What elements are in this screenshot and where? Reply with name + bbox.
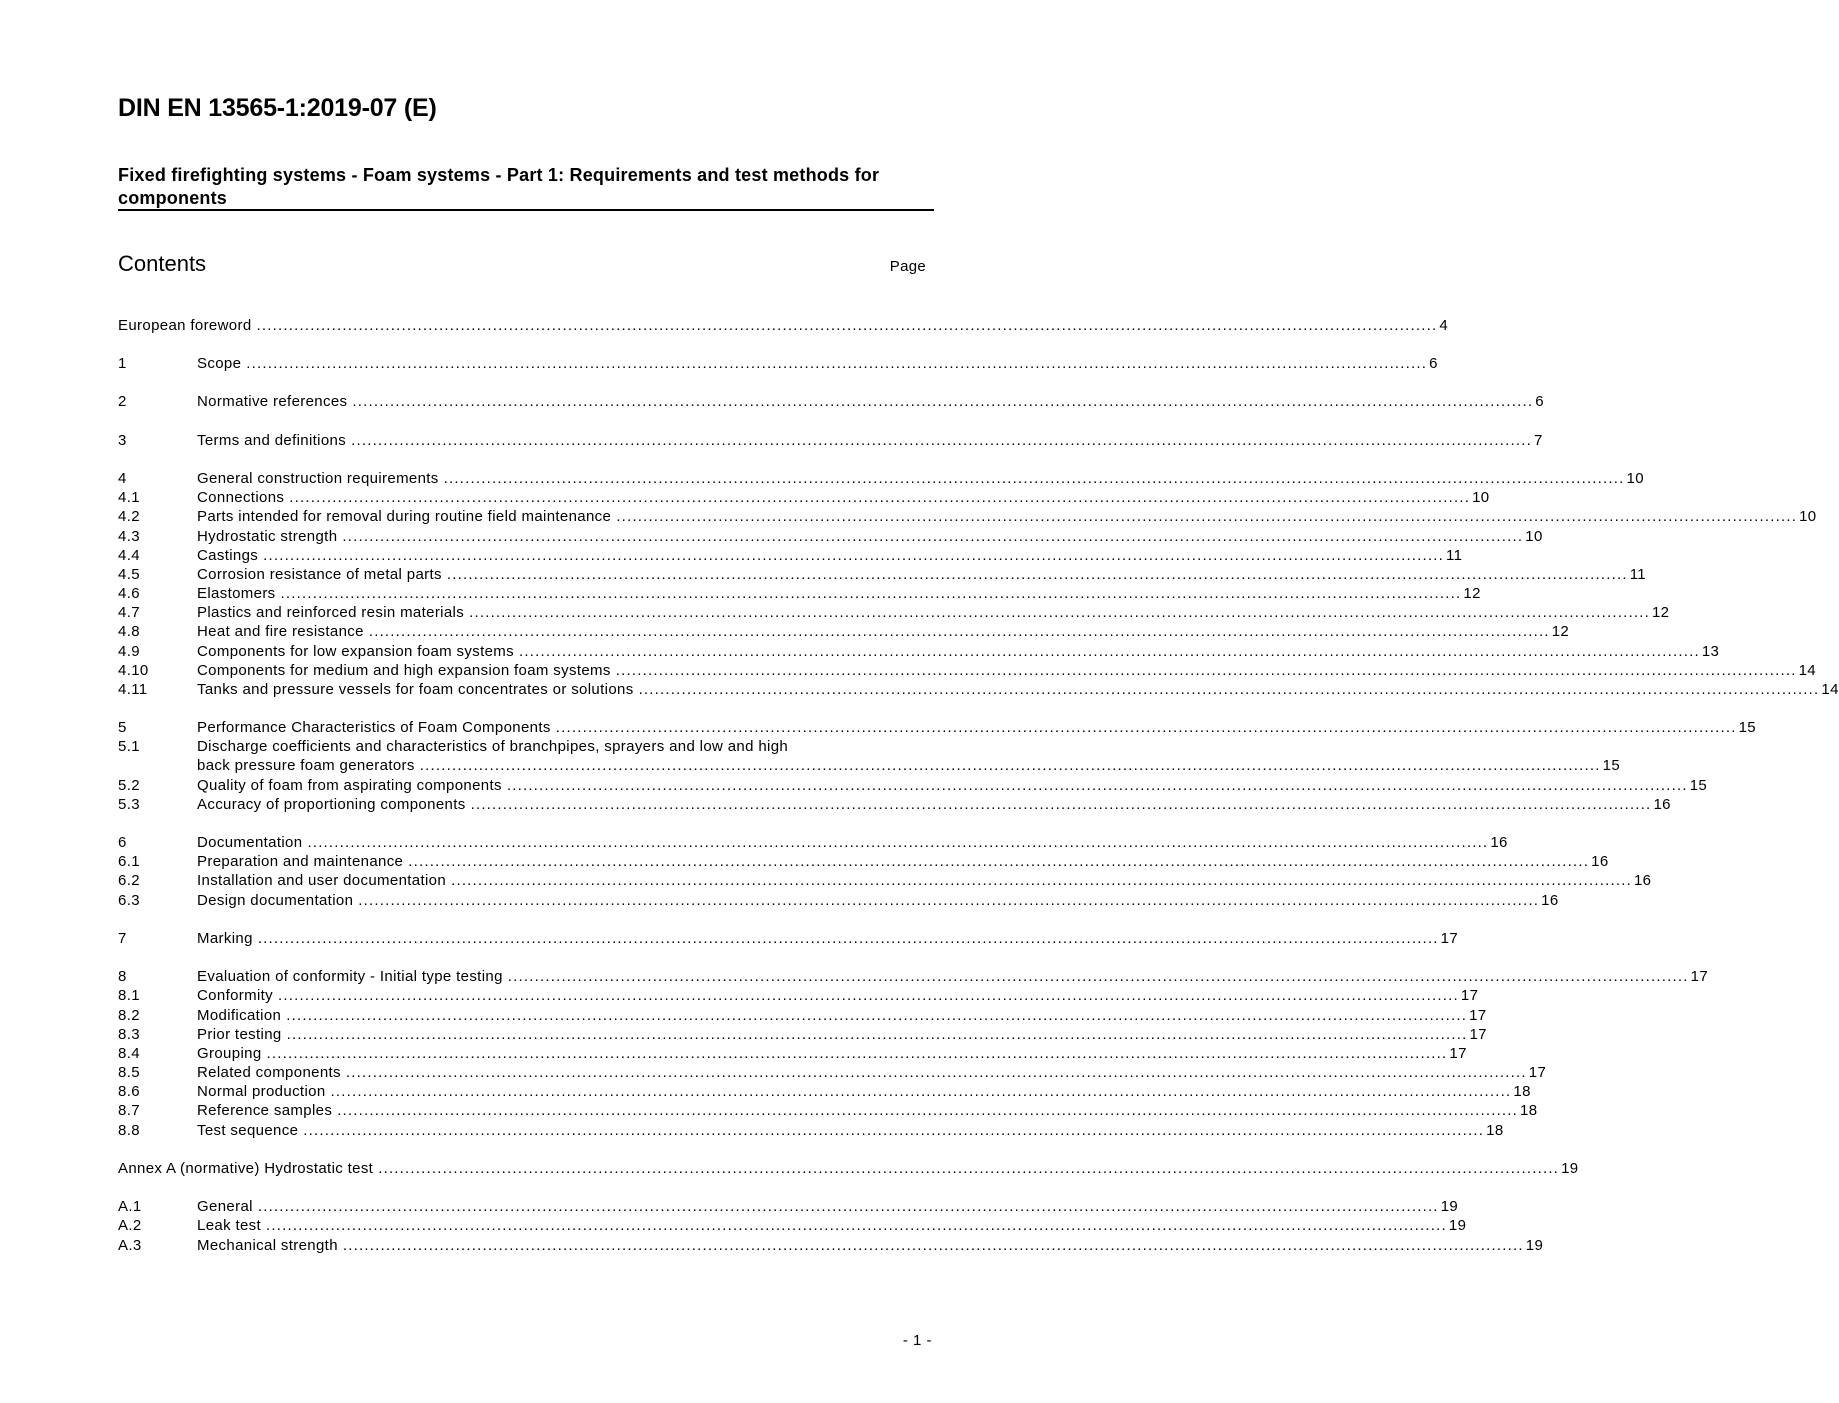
toc-entry[interactable] (118, 871, 1652, 890)
toc-entry-title: Preparation and maintenance (197, 853, 404, 870)
toc-leader-dots: ............................................................................................................................................................................................................................ (289, 489, 1471, 506)
toc-entry[interactable] (118, 565, 1646, 584)
toc-entry[interactable] (118, 967, 1709, 986)
toc-entry-page: 17 (1449, 1045, 1467, 1062)
toc-leader-dots: ............................................................................................................................................................................................................................ (358, 892, 1540, 909)
toc-entry-number: 6.3 (118, 892, 140, 909)
toc-entry[interactable] (118, 622, 1570, 641)
toc-leader-dots: ............................................................................................................................................................................................................................ (342, 1237, 1524, 1254)
toc-leader-dots: ............................................................................................................................................................................................................................ (615, 662, 1797, 679)
toc-entry-number: 8.2 (118, 1007, 140, 1024)
toc-leader-dots: ............................................................................................................................................................................................................................ (408, 853, 1590, 870)
toc-entry-number: 8 (118, 968, 127, 985)
toc-entry-page: 16 (1633, 872, 1652, 889)
toc-entry-number: A.2 (118, 1217, 142, 1234)
toc-entry-page: 16 (1541, 892, 1559, 909)
toc-entry[interactable] (118, 718, 1756, 737)
toc-entry-number: 8.4 (118, 1045, 140, 1062)
toc-entry-title: Components for medium and high expansion foam systems (197, 662, 611, 679)
toc-entry[interactable] (118, 661, 1816, 680)
toc-entry-title: Grouping (197, 1045, 262, 1062)
toc-leader-dots: ............................................................................................................................................................................................................................ (368, 623, 1550, 640)
toc-leader-dots: ............................................................................................................................................................................................................................ (451, 872, 1632, 889)
page-number: - 1 - (902, 1332, 932, 1349)
toc-leader-dots: ............................................................................................................................................................................................................................ (337, 1102, 1519, 1119)
toc-entry-page: 18 (1486, 1122, 1504, 1139)
toc-entry-title: Prior testing (197, 1026, 282, 1043)
toc-entry-number: 2 (118, 393, 127, 410)
toc-leader-dots: ............................................................................................................................................................................................................................ (469, 604, 1650, 621)
toc-leader-dots: ............................................................................................................................................................................................................................ (303, 1122, 1485, 1139)
toc-entry[interactable] (118, 584, 1481, 603)
toc-entry[interactable] (118, 1044, 1467, 1063)
toc-entry-page: 11 (1629, 566, 1646, 583)
toc-entry-title: Leak test (197, 1217, 262, 1234)
toc-entry-page: 7 (1533, 432, 1543, 449)
toc-entry[interactable] (118, 1121, 1504, 1140)
toc-leader-dots: ............................................................................................................................................................................................................................ (443, 470, 1625, 487)
toc-entry[interactable] (118, 527, 1543, 546)
toc-entry-title: Parts intended for removal during routine field maintenance (197, 508, 612, 525)
toc-entry[interactable] (118, 488, 1490, 507)
toc-entry-number: 4.6 (118, 585, 140, 602)
toc-entry-page: 18 (1513, 1083, 1531, 1100)
toc-entry[interactable] (118, 1197, 1459, 1216)
toc-leader-dots: ............................................................................................................................................................................................................................ (470, 796, 1652, 813)
toc-entry-number: 4.4 (118, 547, 140, 564)
toc-entry-number: 4.10 (118, 662, 149, 679)
toc-entry-number: 4.1 (118, 489, 140, 506)
toc-entry-page: 19 (1561, 1160, 1579, 1177)
toc-leader-dots: ............................................................................................................................................................................................................................ (352, 393, 1534, 410)
toc-entry-title: Test sequence (197, 1122, 299, 1139)
toc-entry-title: Normal production (197, 1083, 326, 1100)
toc-entry-page: 19 (1440, 1198, 1459, 1215)
toc-entry-number: 4.7 (118, 604, 140, 621)
toc-entry-number: 7 (118, 930, 127, 947)
toc-entry-page: 18 (1520, 1102, 1538, 1119)
toc-entry-number: A.3 (118, 1237, 142, 1254)
contents-heading: Contents (118, 251, 207, 276)
toc-entry-number: 5.1 (118, 738, 140, 755)
toc-entry-title: Documentation (197, 834, 303, 851)
toc-leader-dots: ............................................................................................................................................................................................................................ (307, 834, 1489, 851)
toc-leader-dots: ............................................................................................................................................................................................................................ (378, 1160, 1560, 1177)
toc-entry[interactable] (118, 546, 1463, 565)
toc-entry-number: 4.9 (118, 643, 140, 660)
toc-entry-number: 8.3 (118, 1026, 140, 1043)
toc-entry[interactable] (118, 1006, 1487, 1025)
toc-entry-title: Quality of foam from aspirating components (197, 777, 502, 794)
toc-entry-number: 6.1 (118, 853, 140, 870)
toc-leader-dots: ............................................................................................................................................................................................................................ (256, 317, 1438, 334)
toc-entry[interactable] (118, 1236, 1544, 1255)
toc-entry-title: Normative references (197, 393, 348, 410)
toc-entry[interactable] (118, 795, 1671, 814)
toc-entry-number: 8.5 (118, 1064, 140, 1081)
toc-leader-dots: ............................................................................................................................................................................................................................ (419, 757, 1601, 774)
toc-leader-dots: ............................................................................................................................................................................................................................ (507, 968, 1689, 985)
toc-entry-title: Installation and user documentation (197, 872, 447, 889)
toc-entry[interactable] (118, 507, 1817, 526)
toc-entry-page: 6 (1535, 393, 1544, 410)
toc-entry[interactable] (118, 1216, 1467, 1235)
toc-entry-page: 6 (1429, 355, 1438, 372)
toc-entry-title: Tanks and pressure vessels for foam concentrates or solutions (197, 681, 634, 698)
toc-leader-dots: ............................................................................................................................................................................................................................ (342, 528, 1524, 545)
toc-entry-number: 6.2 (118, 872, 140, 889)
toc-entry[interactable] (118, 354, 1438, 373)
toc-entry-number: 6 (118, 834, 127, 851)
toc-entry[interactable] (118, 642, 1720, 661)
toc-entry-page: 16 (1653, 796, 1671, 813)
toc-entry[interactable] (118, 1025, 1487, 1044)
toc-entry[interactable] (118, 737, 921, 756)
toc-entry-title: Heat and fire resistance (197, 623, 364, 640)
toc-entry-title: Reference samples (197, 1102, 333, 1119)
toc-entry-title: General construction requirements (197, 470, 439, 487)
toc-entry[interactable] (118, 929, 1459, 948)
toc-leader-dots: ............................................................................................................................................................................................................................ (278, 987, 1459, 1004)
toc-entry-number: 5 (118, 719, 127, 736)
toc-entry-page: 11 (1446, 547, 1463, 564)
toc-entry-page: 17 (1469, 1007, 1487, 1024)
document-subtitle: Fixed firefighting systems - Foam systems - Part 1: Requirements and test methods for components (118, 165, 880, 208)
toc-entry-number: A.1 (118, 1198, 142, 1215)
toc-entry-page: 10 (1799, 508, 1817, 525)
toc-entry-title: Connections (197, 489, 285, 506)
toc-entry-page: 15 (1738, 719, 1756, 736)
toc-entry[interactable] (118, 603, 1670, 622)
toc-entry[interactable] (118, 986, 1479, 1005)
toc-entry-title: Elastomers (197, 585, 276, 602)
toc-entry[interactable] (118, 852, 1609, 871)
toc-entry-page: 12 (1651, 604, 1670, 621)
toc-entry-title: Terms and definitions (197, 432, 347, 449)
toc-entry-title: Mechanical strength (197, 1237, 338, 1254)
toc-entry-page: 15 (1689, 777, 1708, 794)
toc-entry-number: 5.2 (118, 777, 140, 794)
toc-entry-title: Annex A (normative) Hydrostatic test (118, 1160, 374, 1177)
toc-entry-page: 15 (1602, 757, 1621, 774)
toc-entry-title: Design documentation (197, 892, 354, 909)
toc-entry-title: Hydrostatic strength (197, 528, 338, 545)
toc-leader-dots: ............................................................................................................................................................................................................................ (263, 547, 1445, 564)
toc-entry-page: 12 (1551, 623, 1570, 640)
toc-entry-page: 4 (1439, 317, 1449, 334)
page-column-heading: Page (889, 258, 926, 275)
toc-entry-title: General (197, 1198, 253, 1215)
toc-leader-dots: ............................................................................................................................................................................................................................ (506, 777, 1688, 794)
toc-entry-title: Marking (197, 930, 253, 947)
toc-entry-title: Scope (197, 355, 242, 372)
toc-entry-page: 10 (1626, 470, 1644, 487)
toc-entry-title: Evaluation of conformity - Initial type testing (197, 968, 503, 985)
toc-entry-page: 10 (1525, 528, 1543, 545)
toc-entry[interactable] (118, 392, 1544, 411)
toc-entry-page: 17 (1528, 1064, 1547, 1081)
toc-entry-title-continuation: back pressure foam generators (197, 757, 415, 774)
toc-leader-dots: ............................................................................................................................................................................................................................ (616, 508, 1798, 525)
toc-entry-page: 13 (1701, 643, 1720, 660)
toc-entry-title: Plastics and reinforced resin materials (197, 604, 465, 621)
toc-entry-title: Discharge coefficients and characteristics of branchpipes, sprayers and low and high (197, 738, 789, 755)
toc-entry-title: Performance Characteristics of Foam Components (197, 719, 551, 736)
toc-entry[interactable] (118, 1063, 1547, 1082)
toc-entry[interactable] (118, 316, 1449, 335)
toc-leader-dots: ............................................................................................................................................................................................................................ (257, 1198, 1439, 1215)
toc-leader-dots: ............................................................................................................................................................................................................................ (351, 432, 1532, 449)
toc-entry-page: 14 (1821, 681, 1839, 698)
toc-leader-dots: ............................................................................................................................................................................................................................ (638, 681, 1820, 698)
toc-entry[interactable] (118, 833, 1508, 852)
toc-entry-title: Components for low expansion foam systems (197, 643, 514, 660)
toc-leader-dots: ............................................................................................................................................................................................................................ (555, 719, 1737, 736)
toc-entry-page: 12 (1463, 585, 1481, 602)
toc-entry-number: 4.11 (118, 681, 148, 698)
toc-entry[interactable] (118, 776, 1708, 795)
toc-entry-title: Corrosion resistance of metal parts (197, 566, 442, 583)
toc-entry-number: 3 (118, 432, 127, 449)
toc-entry-number: 4.8 (118, 623, 140, 640)
toc-entry-page: 14 (1798, 662, 1816, 679)
toc-entry-page: 17 (1440, 930, 1459, 947)
toc-leader-dots: ............................................................................................................................................................................................................................ (266, 1045, 1448, 1062)
toc-entry-page: 19 (1448, 1217, 1467, 1234)
toc-entry-page: 17 (1460, 987, 1479, 1004)
toc-leader-dots: ............................................................................................................................................................................................................................ (345, 1064, 1527, 1081)
toc-entry-number: 5.3 (118, 796, 140, 813)
toc-entry-number: 8.7 (118, 1102, 140, 1119)
toc-entry-title: Accuracy of proportioning components (197, 796, 466, 813)
toc-leader-dots: ............................................................................................................................................................................................................................ (446, 566, 1628, 583)
toc-entry-title: Conformity (197, 987, 274, 1004)
toc-entry[interactable] (118, 680, 1839, 699)
toc-leader-dots: ............................................................................................................................................................................................................................ (519, 643, 1700, 660)
toc-leader-dots: ............................................................................................................................................................................................................................ (266, 1217, 1447, 1234)
toc-entry-title: European foreword (118, 317, 252, 334)
toc-entry-number: 8.6 (118, 1083, 140, 1100)
toc-entry-number: 1 (118, 355, 127, 372)
toc-leader-dots: ............................................................................................................................................................................................................................ (286, 1026, 1468, 1043)
toc-entry-number: 4.5 (118, 566, 140, 583)
toc-entry-page: 16 (1591, 853, 1609, 870)
toc-entry-title: Modification (197, 1007, 282, 1024)
toc-entry[interactable] (118, 431, 1543, 450)
toc-entry-number: 4.2 (118, 508, 140, 525)
toc-entry-page: 17 (1469, 1026, 1487, 1043)
toc-entry[interactable] (118, 891, 1559, 910)
toc-entry-title: Castings (197, 547, 259, 564)
toc-entry-page: 19 (1525, 1237, 1544, 1254)
toc-leader-dots: ............................................................................................................................................................................................................................ (257, 930, 1439, 947)
toc-entry[interactable] (118, 469, 1644, 488)
toc-entry[interactable] (118, 1159, 1579, 1178)
toc-entry-title: Related components (197, 1064, 341, 1081)
toc-entry-number: 4.3 (118, 528, 140, 545)
toc-entry-continuation[interactable] (118, 756, 1621, 775)
toc-leader-dots: ............................................................................................................................................................................................................................ (246, 355, 1428, 372)
toc-entry-number: 4 (118, 470, 127, 487)
toc-entry-number: 8.8 (118, 1122, 140, 1139)
toc-entry[interactable] (118, 1101, 1538, 1120)
toc-entry-page: 16 (1490, 834, 1508, 851)
toc-leader-dots: ............................................................................................................................................................................................................................ (286, 1007, 1468, 1024)
toc-leader-dots: ............................................................................................................................................................................................................................ (330, 1083, 1512, 1100)
document-id: DIN EN 13565-1:2019-07 (E) (118, 94, 437, 122)
toc-entry-page: 10 (1472, 489, 1490, 506)
toc-leader-dots: ............................................................................................................................................................................................................................ (280, 585, 1462, 602)
toc-entry-page: 17 (1690, 968, 1709, 985)
toc-entry-number: 8.1 (118, 987, 140, 1004)
toc-entry[interactable] (118, 1082, 1531, 1101)
